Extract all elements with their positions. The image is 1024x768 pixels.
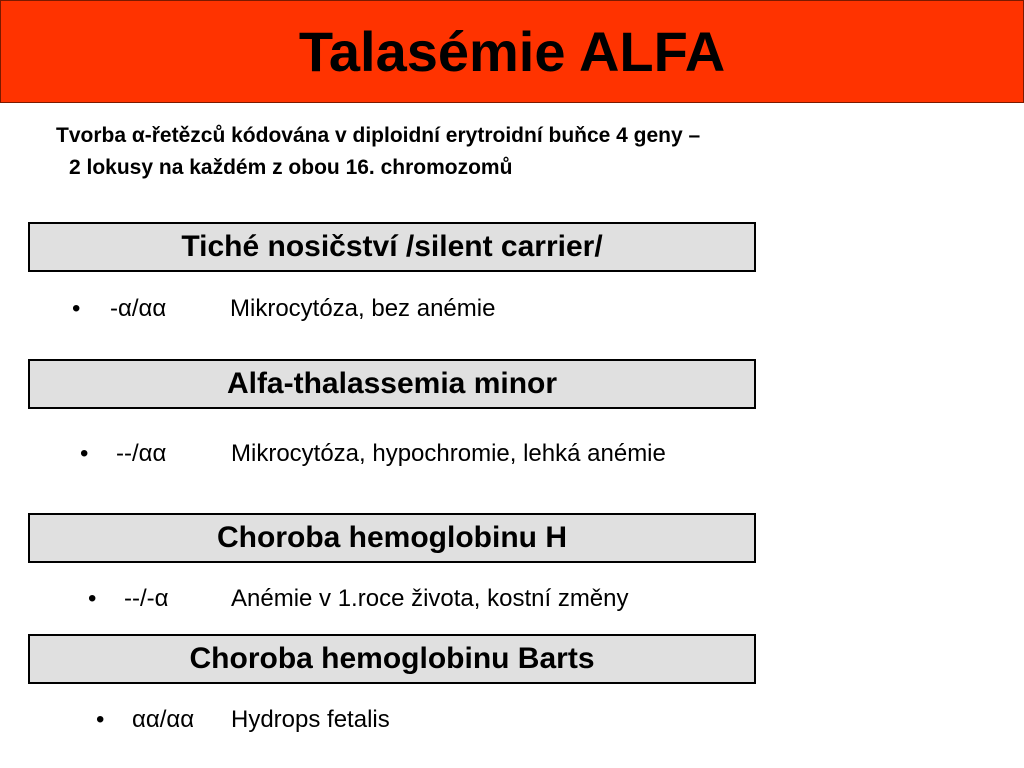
genotype: --/αα — [116, 440, 167, 467]
bullet-icon: • — [72, 295, 81, 322]
slide-title: Talasémie ALFA — [298, 20, 726, 83]
description: Mikrocytóza, hypochromie, lehká anémie — [231, 440, 666, 467]
section-heading-text: Alfa-thalassemia minor — [226, 367, 558, 400]
section-heading-hemoglobin-h — [28, 513, 756, 563]
genotype: --/-α — [124, 585, 169, 612]
intro-line-2: 2 lokusy na každém z obou 16. chromozomů — [69, 156, 513, 179]
bullet-icon: • — [80, 440, 89, 467]
description: Anémie v 1.roce života, kostní změny — [231, 585, 629, 612]
section-heading-text: Choroba hemoglobinu H — [217, 521, 567, 554]
description: Mikrocytóza, bez anémie — [230, 295, 496, 322]
intro-line-1: Tvorba α-řetězců kódována v diploidní erytroidní buňce 4 geny – — [56, 124, 701, 147]
bullet-icon: • — [88, 585, 97, 612]
genotype: -α/αα — [110, 295, 167, 322]
genotype: αα/αα — [132, 706, 195, 733]
description: Hydrops fetalis — [231, 706, 390, 733]
title-bar — [0, 0, 1024, 103]
bullet-icon: • — [96, 706, 105, 733]
section-heading-text: Choroba hemoglobinu Barts — [189, 642, 595, 675]
section-heading-alpha-minor — [28, 359, 756, 409]
section-heading-hemoglobin-barts — [28, 634, 756, 684]
intro-text — [56, 120, 956, 184]
section-heading-silent-carrier — [28, 222, 756, 272]
section-heading-text: Tiché nosičství /silent carrier/ — [181, 230, 603, 263]
